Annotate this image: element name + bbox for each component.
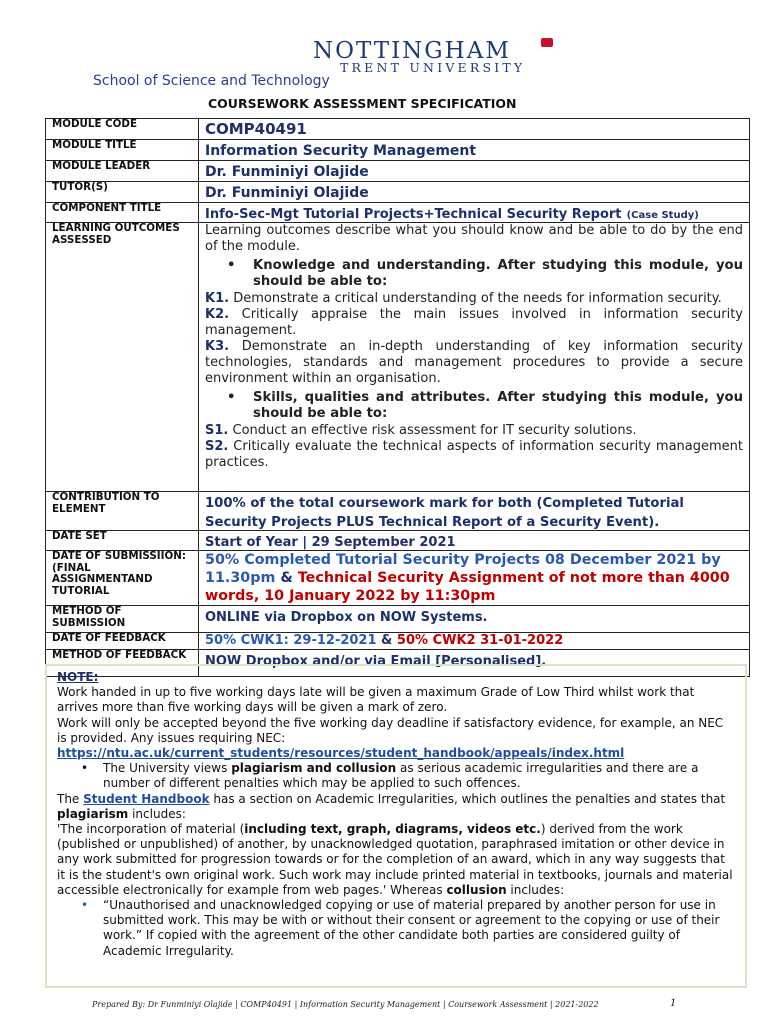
feedback-cwk1: 50% CWK1: 29-12-2021 — [205, 633, 377, 648]
component-title-suffix: (Case Study) — [626, 210, 699, 221]
collusion-bullet: • “Unauthorised and unacknowledged copying or use of material prepared by another person for use in submitted work. This may be with or without their consent or agreement to the copying or use of their work.” If copied with the agreement of the other candidate both parties are considered guilty of Academic Irregularity. — [81, 898, 720, 958]
tutors-value: Dr. Funminiyi Olajide — [205, 185, 369, 201]
school-name: School of Science and Technology — [93, 73, 330, 89]
row-submission: DATE OF SUBMISSIION:(FINAL ASSIGNMENTAND TUTORIAL 50% Completed Tutorial Security Projects 08 December 2021 by 11.30pm & Technical Security Assignment of not more than 4000 words, 10 January 2022 by 11:30pm — [46, 551, 750, 606]
module-title-label: MODULE TITLE — [46, 140, 199, 161]
row-date-set — [46, 531, 750, 551]
row-date-feedback: DATE OF FEEDBACK 50% CWK1: 29-12-2021 & 50% CWK2 31-01-2022 — [46, 633, 750, 650]
student-handbook-link[interactable]: Student Handbook — [83, 791, 210, 806]
lo-k3: K3. Demonstrate an in-depth understanding of key information security technologies, standards and management procedures to provide a secure environment within an organisation. — [205, 339, 743, 386]
lo-s1: S1. Conduct an effective risk assessment for IT security solutions. — [205, 423, 637, 438]
component-title-value: Info-Sec-Mgt Tutorial Projects+Technical Security Report — [205, 207, 622, 222]
row-module-title — [46, 140, 750, 161]
bullet-icon: • — [227, 258, 236, 273]
plagiarism-quote: 'The incorporation of material (including text, graph, diagrams, videos etc.) derived from the work (published or unpublished) of another, by unacknowledged quotation, paraphrased imitation or other device in any work submitted for progression towards or for the completion of an award, which in any way suggests that it is the student's own original work. Such work may include printed material in textbooks, journals and material accessible electronically for example from web pages.' Whereas collusion includes: — [57, 822, 733, 897]
bullet-icon: • — [227, 390, 236, 405]
feedback-cwk2: 50% CWK2 31-01-2022 — [396, 633, 564, 648]
lo-knowledge-heading: • Knowledge and understanding. After studying this module, you should be able to: — [227, 258, 743, 289]
lo-k1: K1. Demonstrate a critical understanding of the needs for information security. — [205, 291, 722, 306]
nec-appeals-link[interactable]: https://ntu.ac.uk/current_students/resources/student_handbook/appeals/index.html — [57, 746, 625, 761]
row-module-leader — [46, 161, 750, 182]
bullet-icon: • — [81, 898, 89, 913]
module-code-label: MODULE CODE — [46, 119, 199, 140]
row-contribution — [46, 492, 750, 531]
lo-k2: K2. Critically appraise the main issues involved in information security management. — [205, 307, 743, 338]
row-learning-outcomes — [46, 223, 750, 492]
note-heading: NOTE: — [57, 670, 99, 684]
method-submission-value: ONLINE via Dropbox on NOW Systems. — [205, 610, 488, 625]
module-title-value: Information Security Management — [205, 143, 477, 159]
method-submission-label: METHOD OF SUBMISSION — [46, 606, 199, 633]
lo-skills-heading: • Skills, qualities and attributes. After studying this module, you should be able to: — [227, 390, 743, 421]
row-component-title — [46, 203, 750, 223]
submission-report-deadline: Technical Security Assignment of not more than 4000 words, 10 January 2022 by 11:30pm — [205, 570, 730, 604]
late-work-text: Work handed in up to five working days late will be given a maximum Grade of Low Third whilst work that arrives more than five working days will be given a mark of zero. — [57, 685, 695, 715]
bullet-icon: • — [81, 761, 89, 776]
lo-intro: Learning outcomes describe what you should know and be able to do by the end of the module. — [205, 223, 743, 254]
row-method-submission — [46, 606, 750, 633]
lo-s2: S2. Critically evaluate the technical aspects of information security management practices. — [205, 439, 743, 470]
method-feedback-value: NOW Dropbox and/or via Email [Personalised]. — [205, 654, 547, 669]
ntu-badge-icon — [541, 38, 553, 47]
method-feedback-label: METHOD OF FEEDBACK — [46, 650, 199, 677]
university-logo-subtitle: TRENT UNIVERSITY — [340, 60, 526, 75]
contribution-value: 100% of the total coursework mark for both (Completed Tutorial Security Projects PLUS Technical Report of a Security Event). — [205, 496, 684, 530]
date-feedback-label: DATE OF FEEDBACK — [46, 633, 199, 650]
row-tutors — [46, 182, 750, 203]
module-leader-label: MODULE LEADER — [46, 161, 199, 182]
assessment-spec-table — [45, 118, 750, 677]
handbook-paragraph: The Student Handbook has a section on Academic Irregularities, which outlines the penalties and states that plagiarism includes: — [57, 791, 726, 821]
submission-label: DATE OF SUBMISSIION:(FINAL ASSIGNMENTAND TUTORIAL — [46, 551, 199, 606]
nec-text: Work will only be accepted beyond the five working day deadline if satisfactory evidence, for example, an NEC is provided. Any issues requiring NEC: — [57, 715, 724, 745]
contribution-label: CONTRIBUTION TO ELEMENT — [46, 492, 199, 531]
note-box — [45, 664, 747, 988]
date-set-label: DATE SET — [46, 531, 199, 551]
date-set-value: Start of Year | 29 September 2021 — [205, 535, 456, 550]
module-leader-value: Dr. Funminiyi Olajide — [205, 164, 369, 180]
tutors-label: TUTOR(S) — [46, 182, 199, 203]
learning-outcomes-label: LEARNING OUTCOMES ASSESSED — [46, 223, 199, 492]
document-title: COURSEWORK ASSESSMENT SPECIFICATION — [208, 96, 517, 111]
plagiarism-bullet: • The University views plagiarism and collusion as serious academic irregularities and there are a number of different penalties which may be applied to such offences. — [81, 761, 699, 791]
university-logo-name: NOTTINGHAM — [313, 38, 511, 64]
module-code-value: COMP40491 — [205, 120, 307, 138]
component-title-label: COMPONENT TITLE — [46, 203, 199, 223]
submission-tutorial-deadline: 50% Completed Tutorial Security Projects 08 December 2021 by 11.30pm — [205, 552, 721, 586]
page-number: 1 — [670, 998, 677, 1009]
row-module-code — [46, 119, 750, 140]
page-footer: Prepared By: Dr Funminiyi Olajide | COMP40491 | Information Security Management | Coursework Assessment | 2021-2022 — [92, 1000, 599, 1009]
